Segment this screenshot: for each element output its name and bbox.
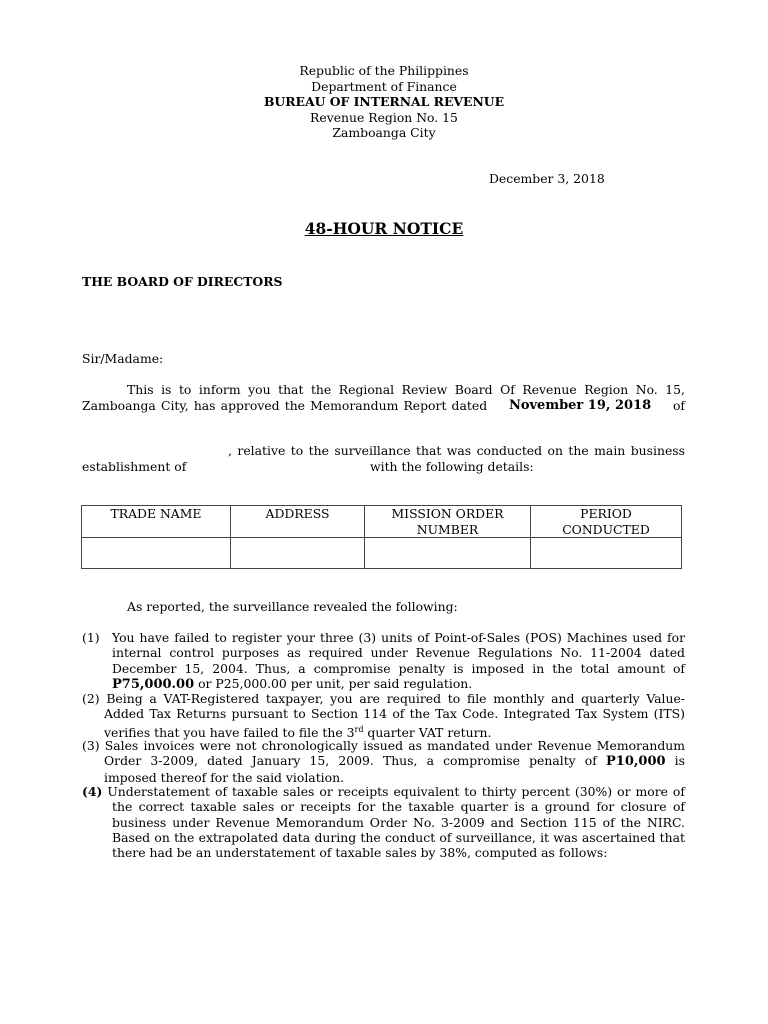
finding-line: December 15, 2004. Thus, a compromise penalty is imposed in the total amount of [112,660,685,676]
table-header-address: ADDRESS [231,506,365,538]
paragraph-text: Zamboanga City, has approved the Memorandum Report dated [82,398,488,413]
finding-line: Added Tax Returns pursuant to Section 114 of the Tax Code. Integrated Tax System (ITS) [104,706,685,722]
table-header-period-conducted: PERIOD CONDUCTED [531,506,682,538]
paragraph-line: , relative to the surveillance that was conducted on the main business [228,443,685,458]
details-table [81,505,682,569]
salutation: Sir/Madame: [82,351,164,366]
notice-date: December 3, 2018 [489,171,605,186]
letterhead-department: Department of Finance [311,78,457,94]
finding-label: (1) [82,630,100,645]
letterhead [0,63,768,141]
finding-line: (4) Understatement of taxable sales or receipts equivalent to thirty percent (30%) or more of [82,784,685,799]
finding-line: there had be an understatement of taxable sales by 38%, computed as follows: [112,845,608,861]
table-header-row [82,506,682,538]
addressee: THE BOARD OF DIRECTORS [82,274,283,289]
paragraph-line [82,398,685,413]
finding-line: P75,000.00 or P25,000.00 per unit, per said regulation. [112,675,473,692]
finding-line: internal control purposes as required under Revenue Regulations No. 11-2004 dated [112,645,685,661]
penalty-amount: P10,000 [606,754,666,770]
letterhead-region: Revenue Region No. 15 [310,109,458,125]
letterhead-city: Zamboanga City [332,125,436,140]
page-title: 48-HOUR NOTICE [304,219,464,238]
finding-item-3 [82,738,685,785]
findings-intro: As reported, the surveillance revealed the following: [127,599,458,614]
paragraph-text: of [672,398,685,413]
paragraph-text: establishment of [82,459,187,474]
table-header-trade-name: TRADE NAME [82,506,231,538]
finding-line: the correct taxable sales or receipts for the taxable quarter is a ground for closure of [112,799,685,815]
finding-line: verifies that you have failed to file the 3rd quarter VAT return. [104,724,492,740]
finding-line: (3) Sales invoices were not chronologically issued as mandated under Revenue Memorandum [82,738,685,753]
finding-line: Order 3-2009, dated January 15, 2009. Thus, a compromise penalty of P10,000 is [104,753,685,770]
paragraph-line: This is to inform you that the Regional Review Board Of Revenue Region No. 15, [127,382,685,397]
table-cell [365,538,531,569]
table-cell [531,538,682,569]
finding-line: Based on the extrapolated data during the conduct of surveillance, it was ascertained that [112,829,685,845]
finding-line: You have failed to register your three (3) units of Point-of-Sales (POS) Machines used for [112,630,685,645]
paragraph-text: with the following details: [370,459,534,474]
finding-item-1 [82,630,685,692]
letterhead-republic: Republic of the Philippines [299,63,469,78]
table-header-mission-order-number: MISSION ORDER NUMBER [365,506,531,538]
table-cell [82,538,231,569]
penalty-amount: P75,000.00 [112,676,195,692]
finding-item-2 [82,691,685,740]
memo-report-date: November 19, 2018 [508,398,652,413]
finding-line: (2) Being a VAT-Registered taxpayer, you are required to file monthly and quarterly Value- [82,691,685,706]
table-row [82,538,682,569]
finding-item-4 [82,784,685,860]
finding-line: imposed thereof for the said violation. [104,769,345,785]
table-cell [231,538,365,569]
finding-line: business under Revenue Memorandum Order No. 3-2009 and Section 115 of the NIRC. [112,814,685,830]
letterhead-bureau: BUREAU OF INTERNAL REVENUE [263,94,505,109]
